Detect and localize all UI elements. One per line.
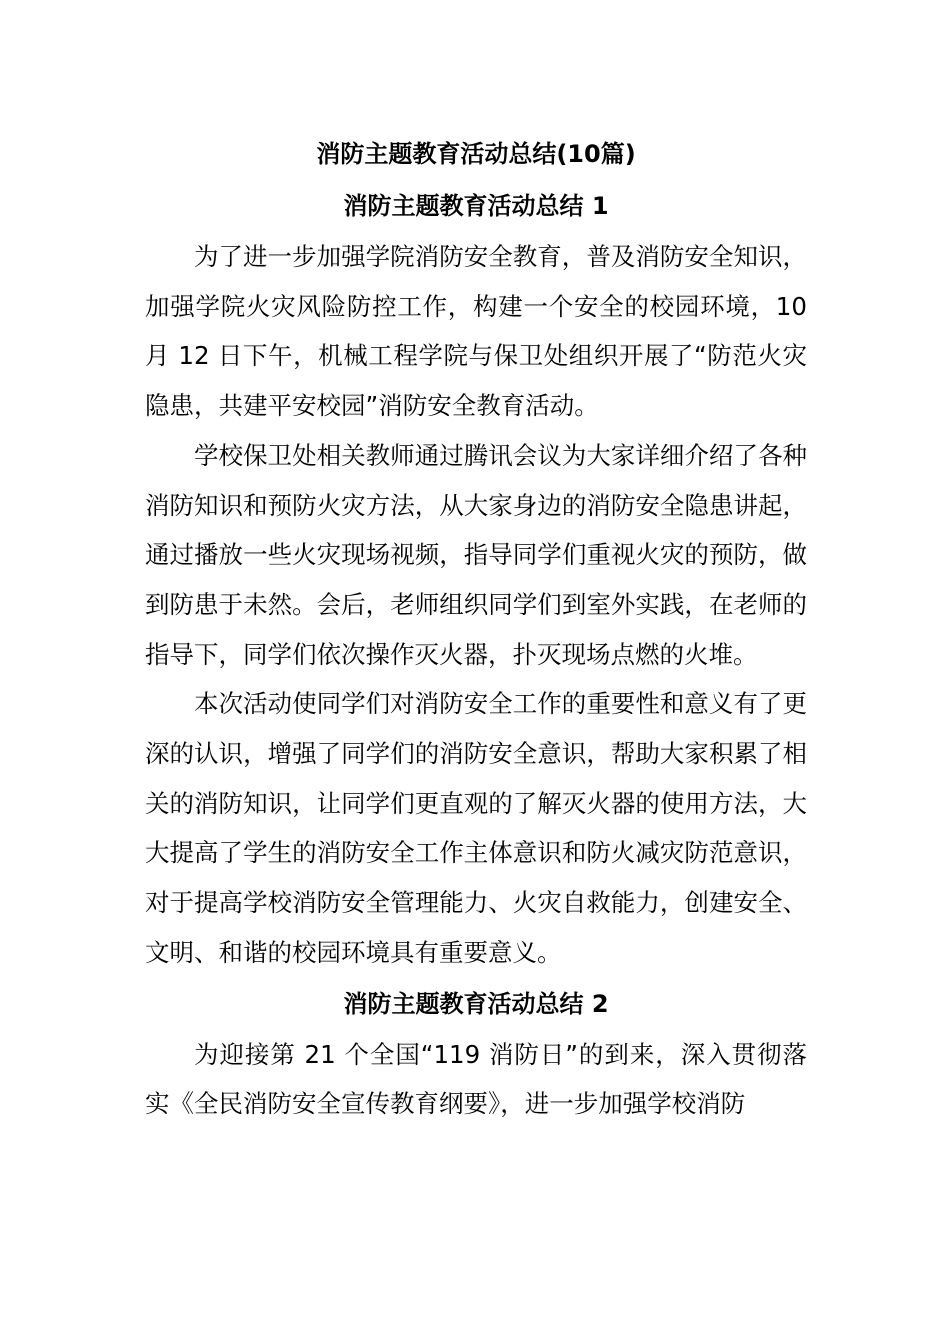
section-1-paragraph-1: 为了进一步加强学院消防安全教育，普及消防安全知识，加强学院火灾风险防控工作，构建一个安全的校园环境，10 月 12 日下午，机械工程学院与保卫处组织开展了“防范火灾隐患，共建平安校园”消防安全教育活动。 — [145, 242, 807, 421]
document-title: 消防主题教育活动总结(10篇) — [316, 140, 636, 168]
section-1-paragraph-2: 学校保卫处相关教师通过腾讯会议为大家详细介绍了各种消防知识和预防火灾方法，从大家身边的消防安全隐患讲起，通过播放一些火灾现场视频，指导同学们重视火灾的预防，做到防患于未然。会后，老师组织同学们到室外实践，在老师的指导下，同学们依次操作灭火器，扑灭现场点燃的火堆。 — [145, 440, 807, 669]
section-2-paragraph-1: 为迎接第 21 个全国“119 消防日”的到来，深入贯彻落实《全民消防安全宣传教育纲要》，进一步加强学校消防 — [145, 1039, 807, 1119]
section-heading-2: 消防主题教育活动总结 2 — [343, 989, 609, 1018]
document-page — [145, 128, 807, 1129]
section-1-paragraph-3: 本次活动使同学们对消防安全工作的重要性和意义有了更深的认识，增强了同学们的消防安全意识，帮助大家积累了相关的消防知识，让同学们更直观的了解灭火器的使用方法，大大提高了学生的消防安全工作主体意识和防火减灾防范意识，对于提高学校消防安全管理能力、火灾自救能力，创建安全、文明、和谐的校园环境具有重要意义。 — [145, 689, 807, 967]
section-heading-1: 消防主题教育活动总结 1 — [343, 192, 609, 220]
